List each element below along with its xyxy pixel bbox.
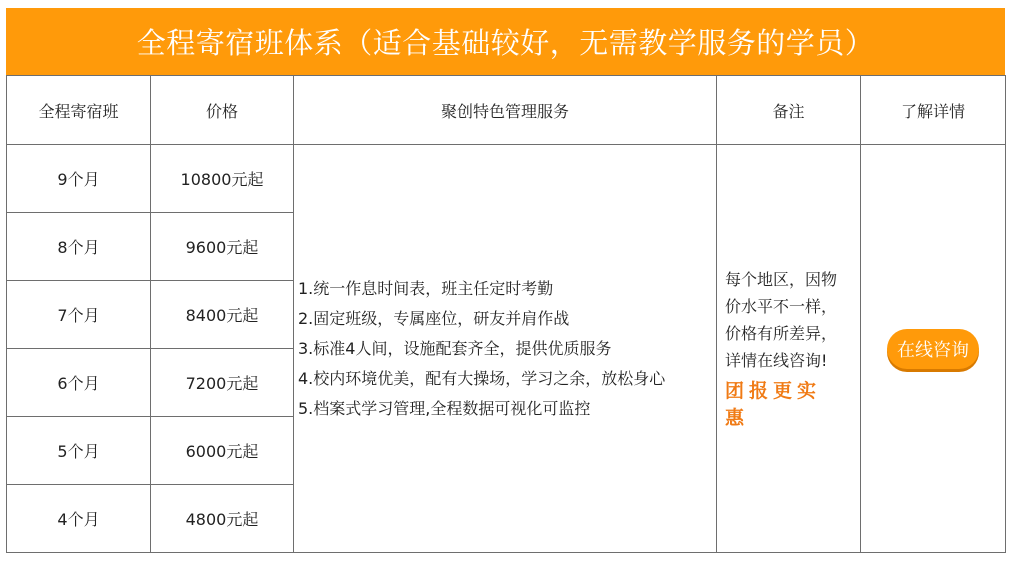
duration-cell: 4个月: [7, 485, 151, 553]
header-details: 了解详情: [861, 76, 1006, 145]
header-program: 全程寄宿班: [7, 76, 151, 145]
table-header-row: [7, 76, 1006, 145]
services-cell: [294, 145, 717, 553]
services-list: [294, 274, 716, 424]
pricing-table: [6, 75, 1006, 553]
price-cell: 10800元起: [151, 145, 294, 213]
group-discount-text: 团报更实惠: [725, 379, 822, 429]
notes-text: [725, 266, 843, 432]
service-item: 5.档案式学习管理,全程数据可视化可监控: [298, 398, 591, 418]
service-item: 2.固定班级，专属座位，研友并肩作战: [298, 308, 570, 328]
banner-title: 全程寄宿班体系（适合基础较好，无需教学服务的学员）: [136, 26, 875, 60]
duration-cell: 9个月: [7, 145, 151, 213]
price-cell: 8400元起: [151, 281, 294, 349]
duration-cell: 6个月: [7, 349, 151, 417]
service-item: 4.校内环境优美，配有大操场，学习之余，放松身心: [298, 368, 666, 388]
note-line: 详情在线咨询!: [725, 350, 828, 370]
note-line: 每个地区，因物: [725, 269, 838, 289]
service-item: 1.统一作息时间表，班主任定时考勤: [298, 278, 554, 298]
notes-cell: [717, 145, 861, 553]
price-cell: 7200元起: [151, 349, 294, 417]
note-line: 价水平不一样，: [725, 296, 838, 316]
table-row: [7, 145, 1006, 213]
duration-cell: 5个月: [7, 417, 151, 485]
price-cell: 9600元起: [151, 213, 294, 281]
note-line: 价格有所差异，: [725, 323, 838, 343]
page-banner: [6, 8, 1005, 75]
price-cell: 6000元起: [151, 417, 294, 485]
details-cell: [861, 145, 1006, 553]
online-consult-button[interactable]: 在线咨询: [887, 329, 979, 369]
header-notes: 备注: [717, 76, 861, 145]
duration-cell: 8个月: [7, 213, 151, 281]
price-cell: 4800元起: [151, 485, 294, 553]
service-item: 3.标准4人间，设施配套齐全，提供优质服务: [298, 338, 612, 358]
header-services: 聚创特色管理服务: [294, 76, 717, 145]
header-price: 价格: [151, 76, 294, 145]
duration-cell: 7个月: [7, 281, 151, 349]
